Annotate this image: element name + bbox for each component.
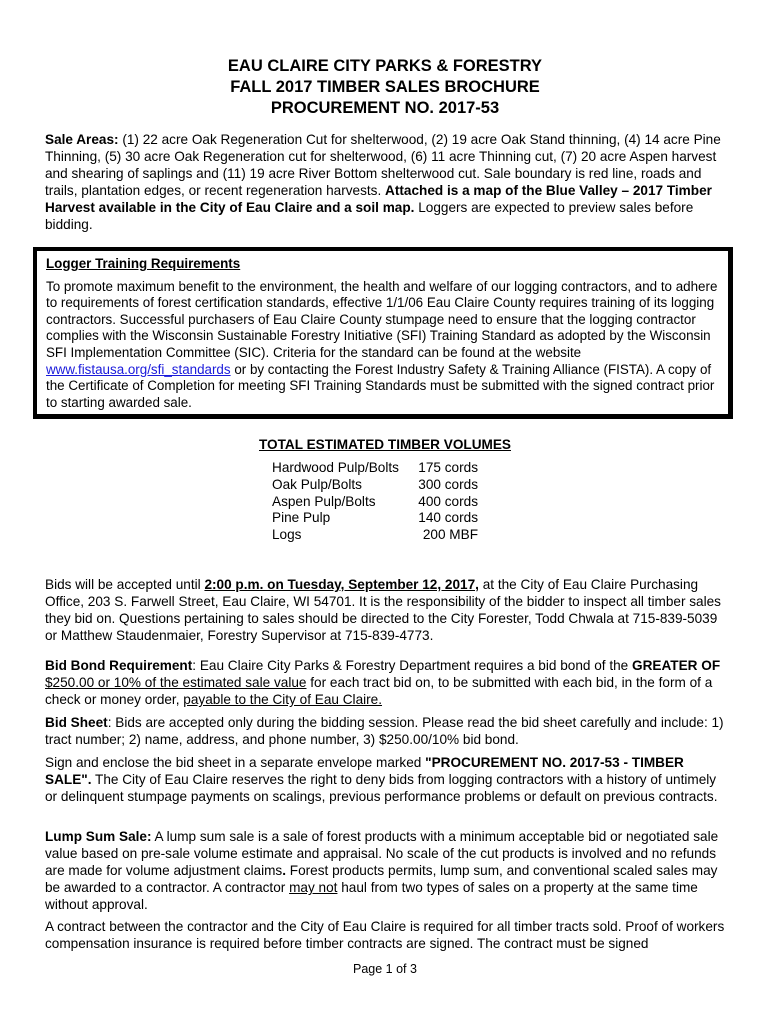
title-line-1: EAU CLAIRE CITY PARKS & FORESTRY <box>227 57 543 75</box>
bids-text-2: at the City of Eau Claire Purchasing Office, 203 S. Farwell Street, Eau Claire, WI 54701. It is the responsibility of the bidder to inspect all timber sales they bid on. Questions pertaining to sales should be directed to the City Forester, Todd Chwala at 715-839-5039 or Matthew Staudenmaier, Forestry Supervisor at 715-839-4773. <box>45 577 721 643</box>
volume-quantity: 140 cords <box>418 510 478 526</box>
volume-quantity: 400 cords <box>418 493 478 509</box>
volume-row <box>272 460 478 477</box>
contract-text: A contract between the contractor and the City of Eau Claire is required for all timber tracts sold. Proof of workers compensation insurance is required before timber contracts are signed. The contract must be signed <box>45 919 725 951</box>
sale-areas-map-note: Attached is a map of the Blue Valley – 2017 Timber Harvest available in the City of Eau Claire and a soil map. <box>45 183 712 215</box>
sale-areas-text: (1) 22 acre Oak Regeneration Cut for shelterwood, (2) 19 acre Oak Stand thinning, (4) 14 acre Pine Thinning, (5) 30 acre Oak Regeneration cut for shelterwood, (6) 11 acre Thinning cut, (7) 20 acre Aspen harvest and shearing of saplings and (11) 19 acre River Bottom shelterwood cut. Sale boundary is red line, roads and trails, plantation edges, or recent regeneration harvests. <box>45 132 721 198</box>
logger-training-heading: Logger Training Requirements <box>46 256 241 271</box>
lump-sum-may-not: may not <box>289 880 338 895</box>
bids-paragraph <box>45 576 725 644</box>
bids-text-1: Bids will be accepted until <box>45 577 205 592</box>
fista-standards-link[interactable]: www.fistausa.org/sfi_standards <box>46 361 231 377</box>
envelope-text-2: The City of Eau Claire reserves the right to deny bids from logging contractors with a history of untimely or delinquent stumpage payments on scalings, previous performance problems or default on previous contracts. <box>45 772 718 804</box>
volume-product-name: Oak Pulp/Bolts <box>272 476 362 492</box>
volume-quantity: 200 MBF <box>422 527 478 543</box>
volume-product-name: Pine Pulp <box>272 510 331 526</box>
logger-training-text-1: To promote maximum benefit to the environment, the health and welfare of our logging contractors, and to adhere to requirements of forest certification standards, effective 1/1/06 Eau Claire County requires training of its logging contractors. Successful purchasers of Eau Claire County stumpage need to ensure that the logging contractor complies with the Wisconsin Sustainable Forestry Initiative (SFI) Training Standard as adopted by the Wisconsin SFI Implementation Committee (SIC). Criteria for the standard can be found at the website <box>46 278 718 360</box>
volume-row <box>272 477 478 494</box>
bid-bond-label: Bid Bond Requirement <box>45 658 193 673</box>
bid-bond-payable: payable to the City of Eau Claire. <box>183 692 383 707</box>
volume-quantity: 175 cords <box>418 460 478 475</box>
lump-sum-text-1: A lump sum sale is a sale of forest products with a minimum acceptable bid or negotiated sale value based on pre-sale volume estimate and appraisal. No scale of the cut products is involved and no refunds are made for volume adjustment claims <box>45 829 719 878</box>
title-block <box>0 56 770 119</box>
sale-areas-paragraph <box>45 131 725 233</box>
page-number: Page 1 of 3 <box>353 962 417 976</box>
bid-bond-paragraph <box>45 657 725 708</box>
bid-bond-text-2: for each tract bid on, to be submitted with each bid, in the form of a check or money order, <box>45 675 713 707</box>
volumes-table <box>272 460 478 544</box>
logger-training-text-2: or by contacting the Forest Industry Safety & Training Alliance (FISTA). A copy of the Certificate of Completion for meeting SFI Training Standards must be submitted with the signed contract prior to starting awarded sale. <box>46 361 715 410</box>
volume-row <box>272 510 478 527</box>
volumes-title: TOTAL ESTIMATED TIMBER VOLUMES <box>259 437 511 452</box>
volume-row <box>272 527 478 544</box>
volume-product-name: Hardwood Pulp/Bolts <box>272 460 399 475</box>
volume-row <box>272 494 478 511</box>
lump-sum-text-2: Forest products permits, lump sum, and conventional scaled sales may be awarded to a contractor. A contractor <box>45 863 718 895</box>
lump-sum-period: . <box>282 863 287 878</box>
bid-sheet-paragraph <box>45 714 725 748</box>
sale-areas-preview-note: Loggers are expected to preview sales before bidding. <box>45 200 694 232</box>
bid-sheet-label: Bid Sheet <box>45 715 108 730</box>
sale-areas-label: Sale Areas: <box>45 132 119 147</box>
title-line-2: FALL 2017 TIMBER SALES BROCHURE <box>230 78 540 96</box>
bid-bond-amount: $250.00 or 10% of the estimated sale value <box>45 675 307 690</box>
lump-sum-text-3: haul from two types of sales on a property at the same time without approval. <box>45 880 698 912</box>
volume-product-name: Aspen Pulp/Bolts <box>272 493 376 509</box>
envelope-text-1: Sign and enclose the bid sheet in a separate envelope marked <box>45 755 426 770</box>
contract-paragraph <box>45 918 725 952</box>
bids-deadline: 2:00 p.m. on Tuesday, September 12, 2017, <box>204 577 479 592</box>
bid-bond-greater: GREATER OF <box>632 658 721 673</box>
volume-product-name: Logs <box>272 527 302 543</box>
logger-training-text <box>46 279 722 412</box>
bid-bond-text-1: : Eau Claire City Parks & Forestry Department requires a bid bond of the <box>192 658 633 673</box>
envelope-paragraph <box>45 754 725 805</box>
lump-sum-paragraph <box>45 828 725 913</box>
logger-training-box <box>33 247 733 419</box>
bid-sheet-text: : Bids are accepted only during the bidding session. Please read the bid sheet carefully and include: 1) tract number; 2) name, address, and phone number, 3) $250.00/10% bid bond. <box>45 715 724 747</box>
volume-quantity: 300 cords <box>418 476 478 492</box>
envelope-marking: "PROCUREMENT NO. 2017-53 - TIMBER SALE". <box>45 755 684 787</box>
title-line-3: PROCUREMENT NO. 2017-53 <box>270 99 500 117</box>
lump-sum-label: Lump Sum Sale: <box>45 829 152 844</box>
